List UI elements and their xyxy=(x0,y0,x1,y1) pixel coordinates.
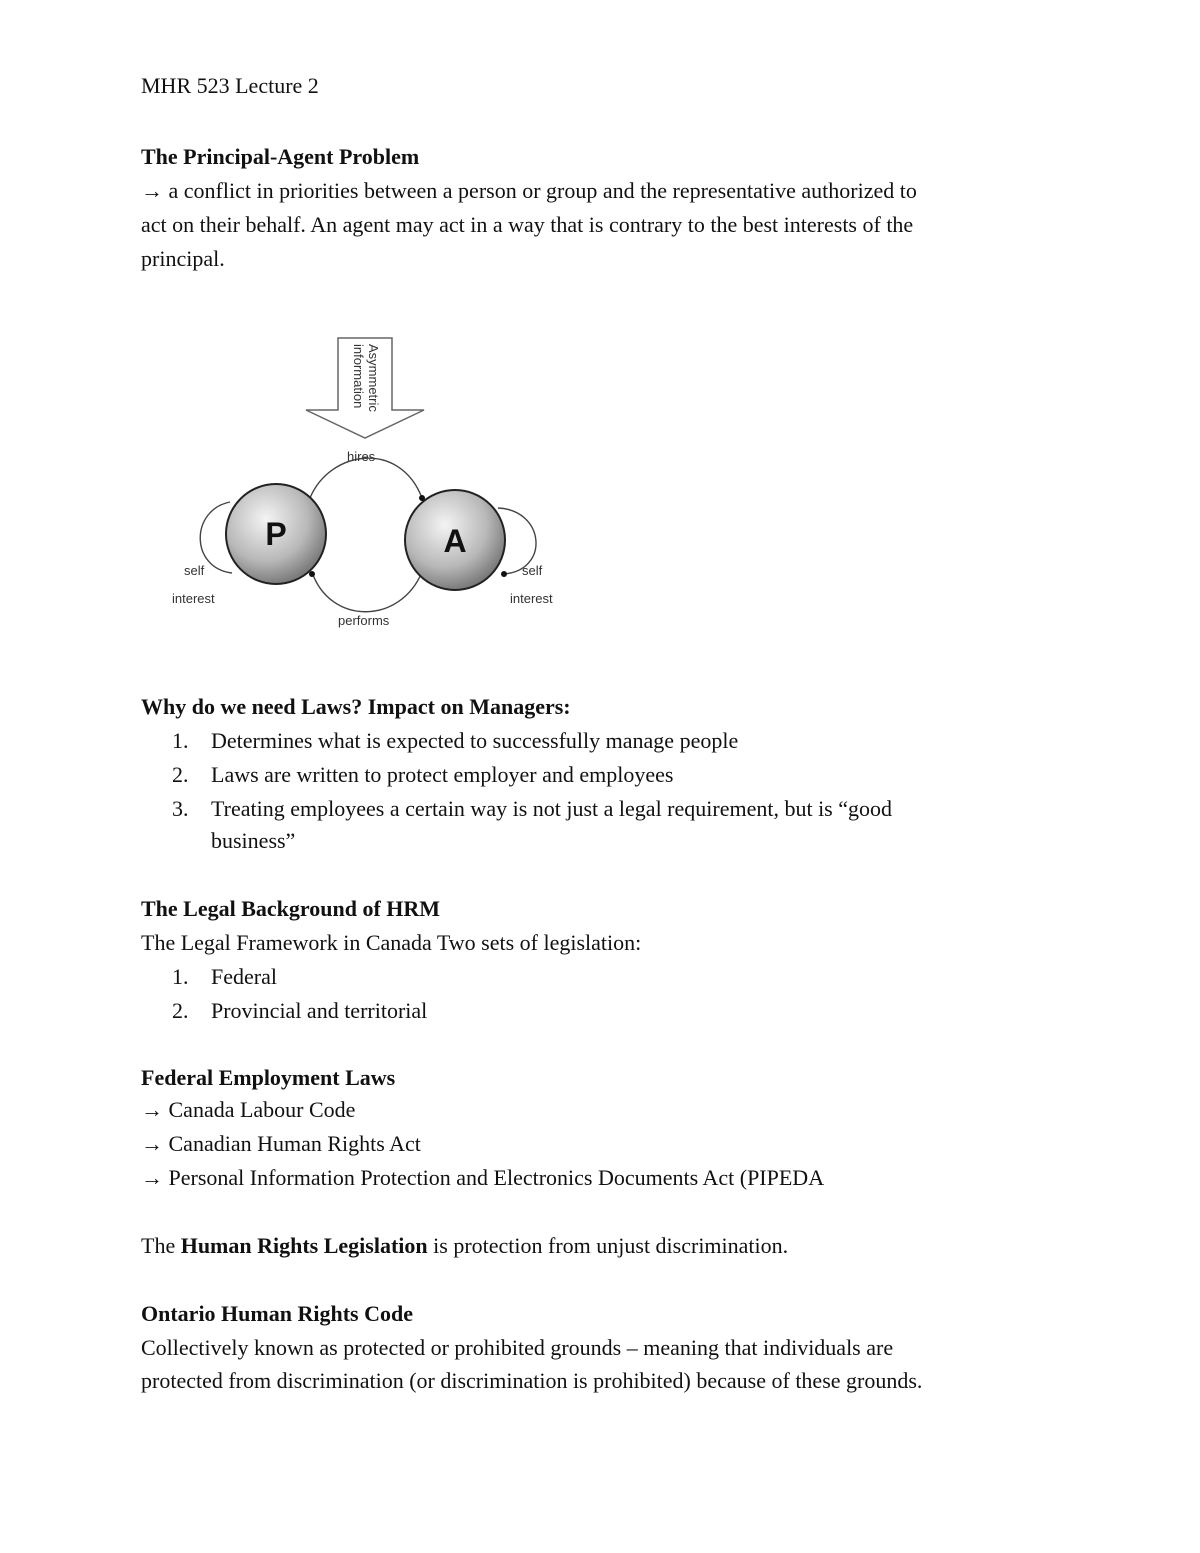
performs-label: performs xyxy=(338,613,390,628)
ontario-code-line-2: protected from discrimination (or discrimination is prohibited) because of these grounds. xyxy=(141,1368,923,1393)
list-item-continuation: business” xyxy=(211,828,296,853)
list-number: 2. xyxy=(172,762,189,787)
agent-letter: A xyxy=(443,523,467,559)
definition-line-1: → a conflict in priorities between a person or group and the representative authorized to xyxy=(141,178,917,203)
definition-line-3: principal. xyxy=(141,246,225,271)
arrow-label-line1: Asymmetric xyxy=(366,344,381,412)
federal-laws-heading: Federal Employment Laws xyxy=(141,1065,396,1090)
ontario-code-heading: Ontario Human Rights Code xyxy=(141,1301,413,1326)
performs-arrowhead xyxy=(309,571,315,577)
human-rights-post: is protection from unjust discrimination. xyxy=(427,1233,789,1258)
human-rights-sentence xyxy=(141,1231,788,1261)
list-number: 1. xyxy=(172,964,189,989)
laws-heading: Why do we need Laws? Impact on Managers: xyxy=(141,694,571,719)
agent-interest-label: interest xyxy=(510,591,553,606)
performs-arc xyxy=(312,572,422,612)
principal-agent-diagram xyxy=(160,330,580,640)
definition-line-2: act on their behalf. An agent may act in a way that is contrary to the best interests of the xyxy=(141,212,914,237)
principal-agent-heading: The Principal-Agent Problem xyxy=(141,144,420,169)
list-item: Federal xyxy=(211,964,277,989)
agent-loop-arrowhead xyxy=(501,571,507,577)
list-item: Laws are written to protect employer and employees xyxy=(211,762,674,787)
list-number: 3. xyxy=(172,796,189,821)
list-number: 1. xyxy=(172,728,189,753)
federal-law-item: → Canada Labour Code xyxy=(141,1097,356,1122)
list-item: Treating employees a certain way is not just a legal requirement, but is “good xyxy=(211,796,893,821)
legal-framework-intro: The Legal Framework in Canada Two sets of legislation: xyxy=(141,930,642,955)
list-item: Provincial and territorial xyxy=(211,998,428,1023)
list-number: 2. xyxy=(172,998,189,1023)
human-rights-pre: The xyxy=(141,1233,181,1258)
principal-letter: P xyxy=(265,516,287,552)
principal-self-label: self xyxy=(184,563,205,578)
list-item: Determines what is expected to successfully manage people xyxy=(211,728,739,753)
arrow-label-line2: information xyxy=(351,344,366,409)
agent-self-label: self xyxy=(522,563,543,578)
ontario-code-line-1: Collectively known as protected or prohibited grounds – meaning that individuals are xyxy=(141,1335,894,1360)
federal-law-item: → Canadian Human Rights Act xyxy=(141,1131,421,1156)
hires-arrowhead xyxy=(419,495,425,501)
hires-arc xyxy=(310,458,422,498)
federal-law-item: → Personal Information Protection and Electronics Documents Act (PIPEDA xyxy=(141,1165,825,1190)
legal-background-heading: The Legal Background of HRM xyxy=(141,896,441,921)
principal-interest-label: interest xyxy=(172,591,215,606)
document-header: MHR 523 Lecture 2 xyxy=(141,73,319,98)
hires-label: hires xyxy=(347,449,376,464)
human-rights-bold: Human Rights Legislation xyxy=(180,1233,428,1258)
